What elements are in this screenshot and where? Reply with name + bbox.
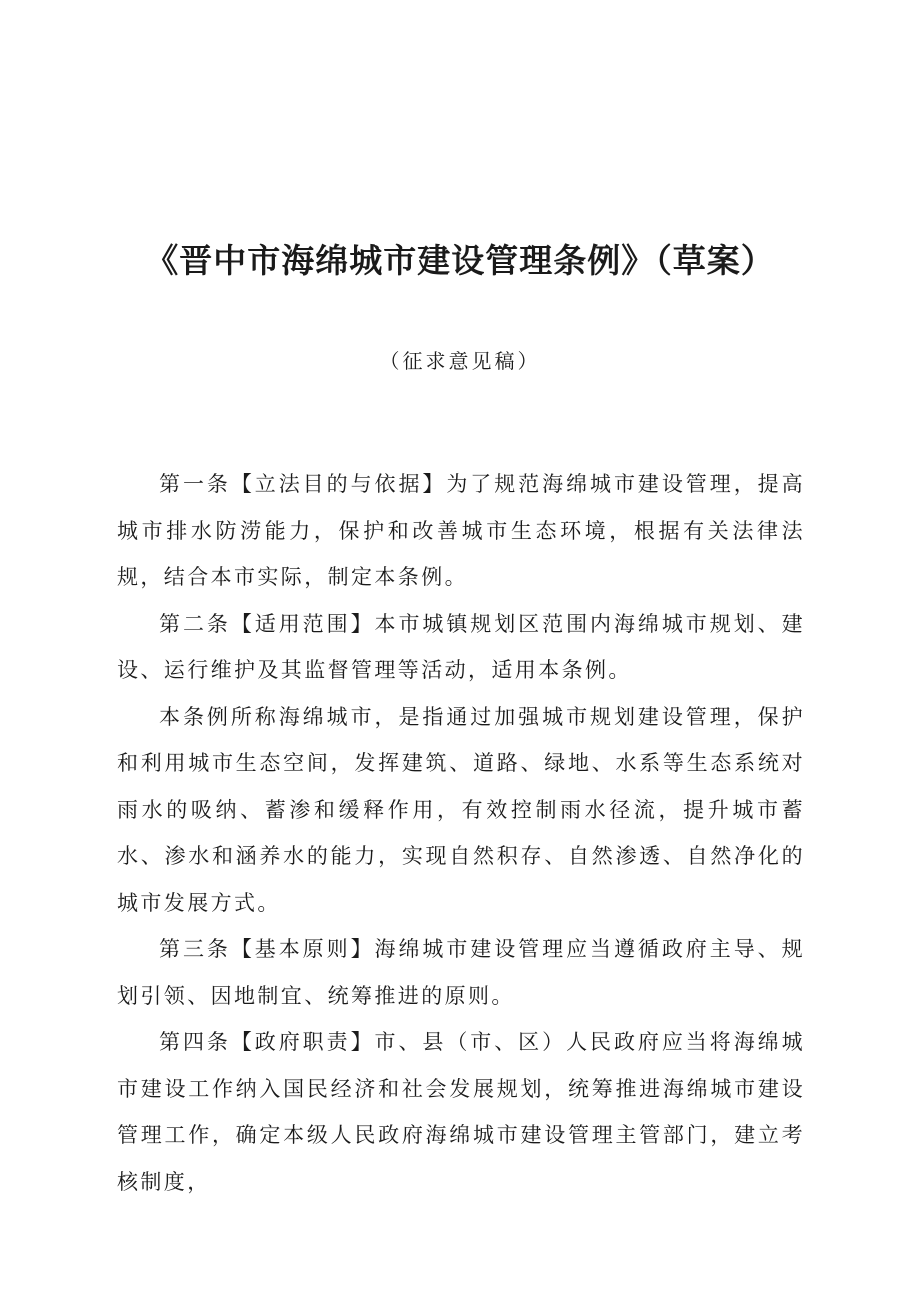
sponge-city-definition-paragraph: 本条例所称海绵城市，是指通过加强城市规划建设管理，保护和利用城市生态空间，发挥建筑、道路、绿地、水系等生态系统对雨水的吸纳、蓄渗和缓释作用，有效控制雨水径流，提升城市蓄水、渗水和涵养水的能力，实现自然积存、自然渗透、自然净化的城市发展方式。 [117, 704, 805, 915]
article-2-paragraph: 第二条【适用范围】本市城镇规划区范围内海绵城市规划、建设、运行维护及其监督管理等活动，适用本条例。 [117, 611, 805, 682]
article-3-paragraph: 第三条【基本原则】海绵城市建设管理应当遵循政府主导、规划引领、因地制宜、统筹推进的原则。 [117, 937, 805, 1008]
document-title: 《晋中市海绵城市建设管理条例》（草案） [145, 241, 775, 280]
article-1-paragraph: 第一条【立法目的与依据】为了规范海绵城市建设管理，提高城市排水防涝能力，保护和改善城市生态环境，根据有关法律法规，结合本市实际，制定本条例。 [117, 472, 805, 589]
document-subtitle: （征求意见稿） [379, 349, 541, 373]
article-4-paragraph: 第四条【政府职责】市、县（市、区）人民政府应当将海绵城市建设工作纳入国民经济和社会发展规划，统筹推进海绵城市建设管理工作，确定本级人民政府海绵城市建设管理主管部门，建立考核制度， [117, 1030, 805, 1194]
document-body [117, 461, 805, 1205]
